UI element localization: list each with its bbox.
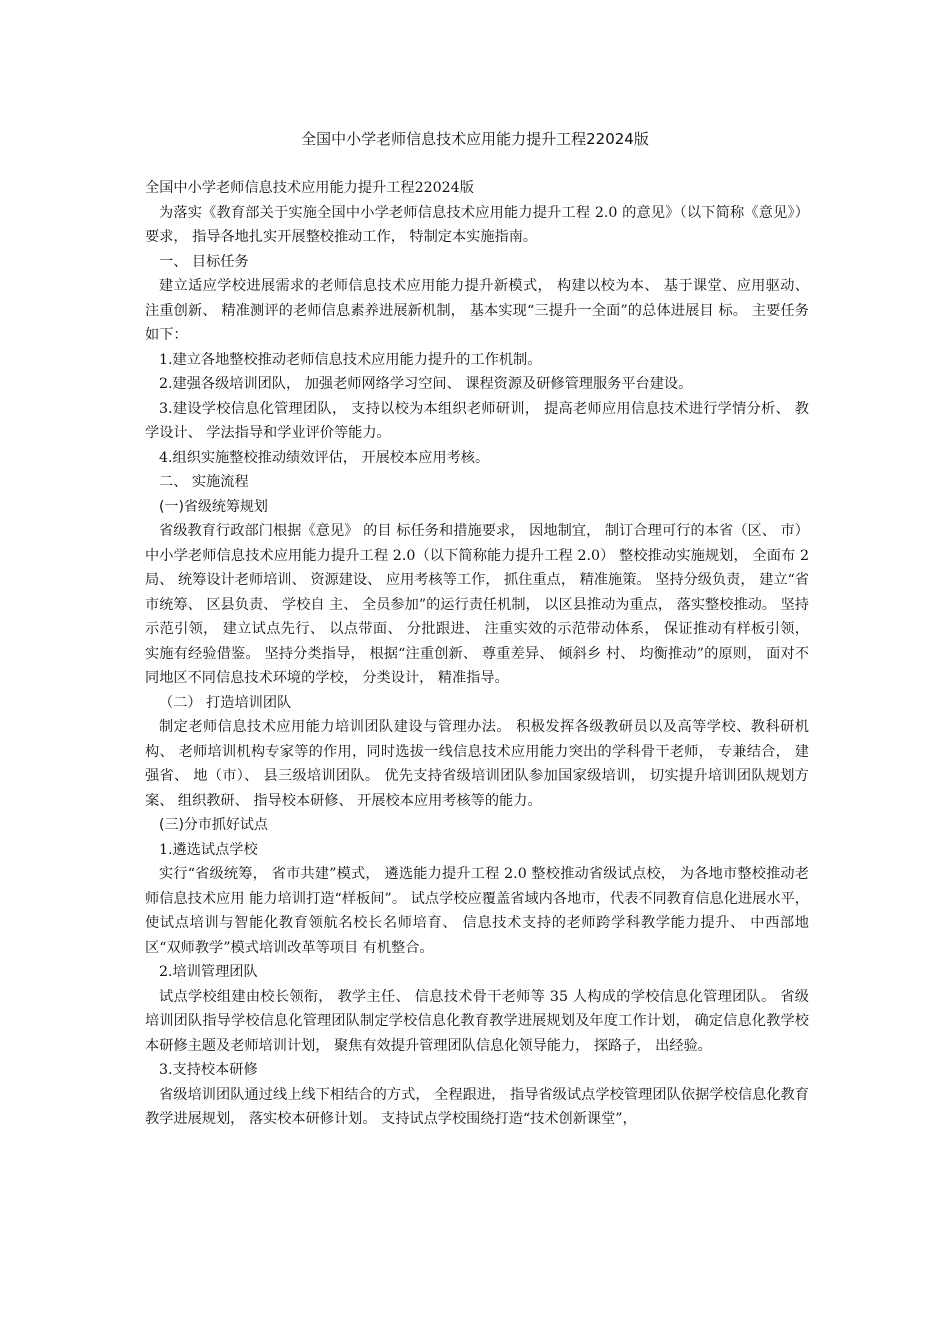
document-body bbox=[145, 176, 809, 1132]
list-item: 1.建立各地整校推动老师信息技术应用能力提升的工作机制。 bbox=[159, 351, 542, 368]
subsection-heading: (三)分市抓好试点 bbox=[159, 817, 268, 833]
list-item: 4.组织实施整校推动绩效评估， 开展校本应用考核。 bbox=[159, 449, 490, 466]
subsection-heading: (一)省级统筹规划 bbox=[159, 498, 268, 515]
paragraph: 省级教育行政部门根据《意见》 的目 标任务和措施要求， 因地制宜， 制订合理可行的本省（区、 市） 中小学老师信息技术应用能力提升工程 2.0（以下简称能力提升工程 2.0） 整校推动实施规划， 全面布 2 局、 统筹设计老师培训、 资源建设、 应用考核等工作， 抓住重点， 精准施策。 坚持分级负责， 建立“省市统筹、 区县负责、 学校自 主、 全员参加”的运行责任机制， 以区县推动为重点， 落实整校推动。 坚持示范引领， 建立试点先行、 以点带面、 分批跟进、 注重实效的示范带动体系， 保证推动有样板引领， 实施有经验借鉴。 坚持分类指导， 根据“注重创新、 尊重差异、 倾斜乡 村、 均衡推动”的原则， 面对不同地区不同信息技术环境的学校， 分类设计， 精准指导。 bbox=[145, 523, 809, 686]
list-item: 2.培训管理团队 bbox=[159, 964, 258, 980]
list-item: 1.遴选试点学校 bbox=[159, 841, 258, 858]
list-item: 3.支持校本研修 bbox=[159, 1062, 258, 1078]
paragraph: 试点学校组建由校长领衔， 教学主任、 信息技术骨干老师等 35 人构成的学校信息化管理团队。 省级培训团队指导学校信息化管理团队制定学校信息化教育教学进展规划及年度工作计划， 确定信息化教学校本研修主题及老师培训计划， 聚焦有效提升管理团队信息化领导能力， 探路子， 出经验。 bbox=[145, 988, 809, 1054]
section-heading: 二、 实施流程 bbox=[159, 474, 249, 490]
subsection-heading: （二） 打造培训团队 bbox=[159, 694, 292, 711]
paragraph: 实行“省级统筹， 省市共建”模式， 遴选能力提升工程 2.0 整校推动省级试点校， 为各地市整校推动老师信息技术应用 能力培训打造“样板间”。 试点学校应覆盖省域内各地市，代表不同教育信息化进展水平， 使试点培训与智能化教育领航名校长名师培育、 信息技术支持的老师跨学科教学能力提升、 中西部地区“双师教学”模式培训改革等项目 有机整合。 bbox=[145, 866, 809, 956]
paragraph: 制定老师信息技术应用能力培训团队建设与管理办法。 积极发挥各级教研员以及高等学校、教科研机构、 老师培训机构专家等的作用，同时选拔一线信息技术应用能力突出的学科骨干老师， 专兼结合， 建强省、 地（市）、 县三级培训团队。 优先支持省级培训团队参加国家级培训， 切实提升培训团队规划方案、 组织教研、 指导校本研修、 开展校本应用考核等的能力。 bbox=[145, 719, 809, 809]
paragraph: 建立适应学校进展需求的老师信息技术应用能力提升新模式， 构建以校为本、 基于课堂、应用驱动、 注重创新、 精准测评的老师信息素养进展新机制， 基本实现“三提升一全面”的总体进展目 标。 主要任务如下： bbox=[145, 278, 809, 343]
paragraph: 为落实《教育部关于实施全国中小学老师信息技术应用能力提升工程 2.0 的意见》（以下简称《意见》） 要求， 指导各地扎实开展整校推动工作， 特制定本实施指南。 bbox=[145, 204, 809, 245]
document-heading: 全国中小学老师信息技术应用能力提升工程22024版 bbox=[145, 180, 474, 196]
paragraph: 省级培训团队通过线上线下相结合的方式， 全程跟进， 指导省级试点学校管理团队依据学校信息化教育教学进展规划， 落实校本研修计划。 支持试点学校围绕打造“技术创新课堂”， bbox=[145, 1086, 809, 1127]
list-item: 3.建设学校信息化管理团队， 支持以校为本组织老师研训， 提高老师应用信息技术进行学情分析、 教学设计、 学法指导和学业评价等能力。 bbox=[145, 400, 809, 441]
section-heading: 一、 目标任务 bbox=[159, 253, 249, 270]
list-item: 2.建强各级培训团队， 加强老师网络学习空间、 课程资源及研修管理服务平台建设。 bbox=[159, 376, 693, 392]
page-title: 全国中小学老师信息技术应用能力提升工程22024版 bbox=[301, 130, 649, 148]
